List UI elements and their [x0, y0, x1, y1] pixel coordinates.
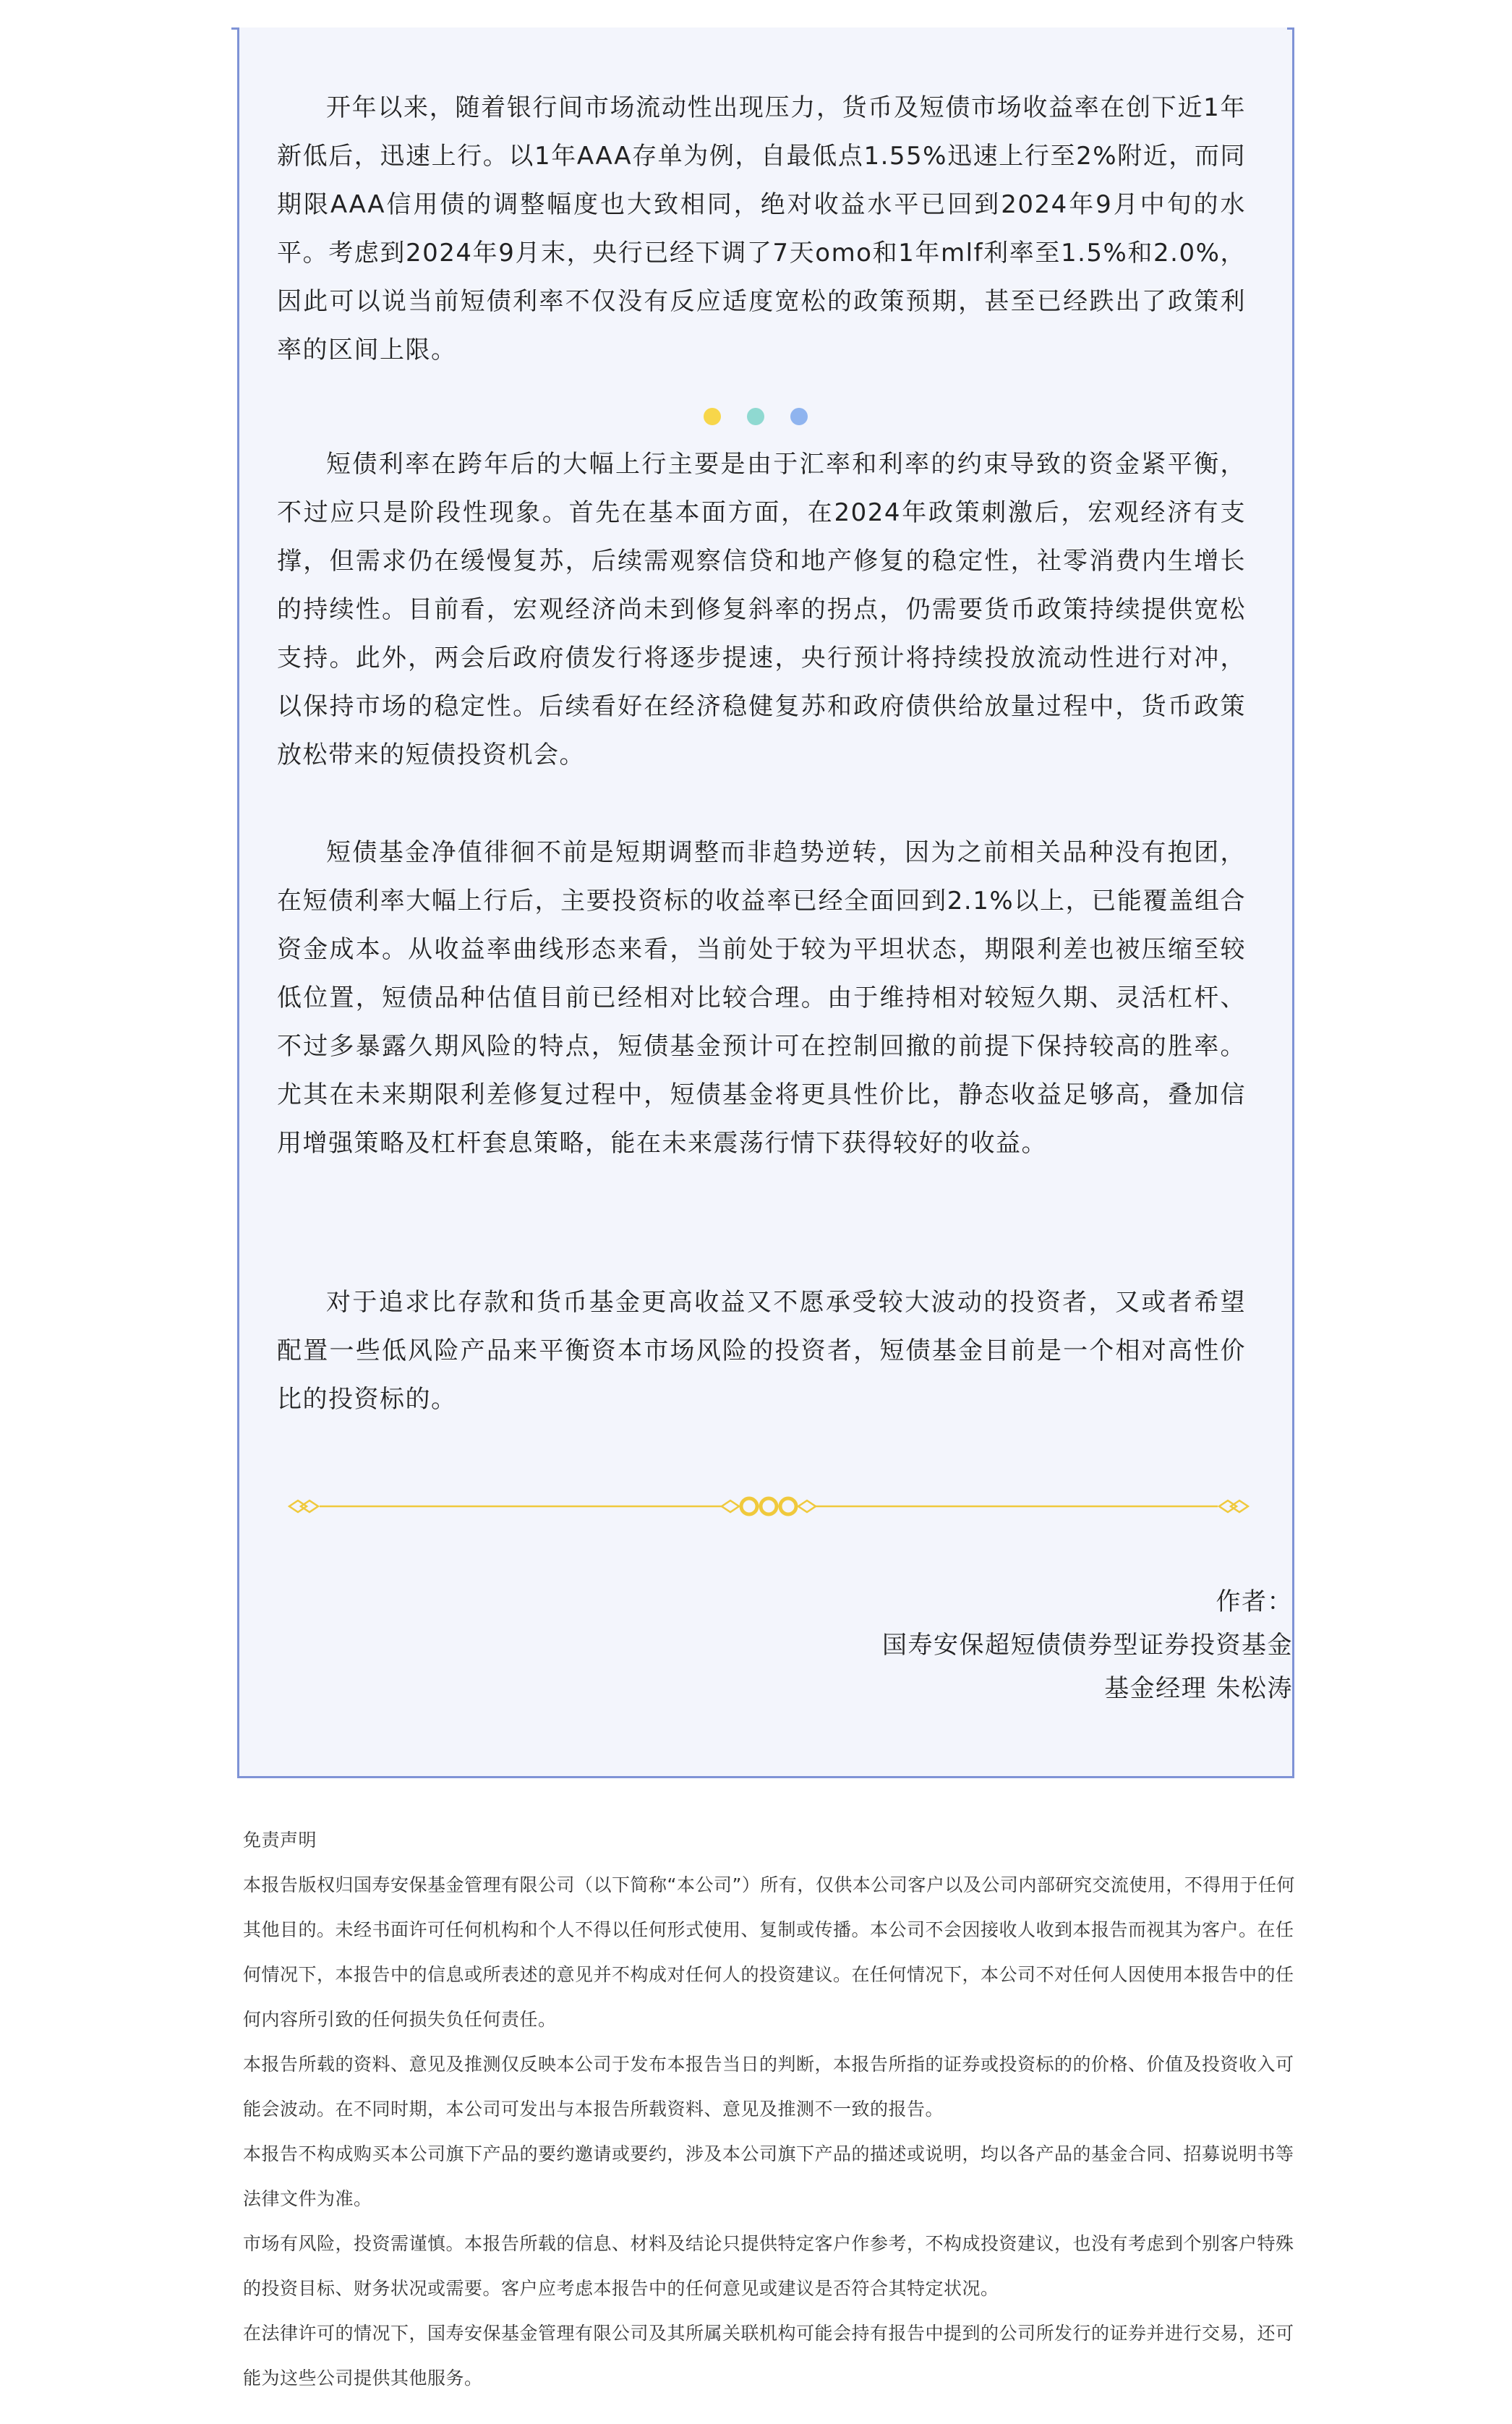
article-paragraph-2: 短债利率在跨年后的大幅上行主要是由于汇率和利率的约束导致的资金紧平衡，不过应只是阶段性现象。首先在基本面方面，在2024年政策刺激后，宏观经济有支撑，但需求仍在缓慢复苏，后续需观察信贷和地产修复的稳定性，社零消费内生增长的持续性。目前看，宏观经济尚未到修复斜率的拐点，仍需要货币政策持续提供宽松支持。此外，两会后政府债发行将逐步提速，央行预计将持续投放流动性进行对冲，以保持市场的稳定性。后续看好在经济稳健复苏和政府债供给放量过程中，货币政策放松带来的短债投资机会。 [277, 450, 1246, 769]
disclaimer-item: 市场有风险，投资需谨慎。本报告所载的信息、材料及结论只提供特定客户作参考，不构成投资建议，也没有考虑到个别客户特殊的投资目标、财务状况或需要。客户应考虑本报告中的任何意见或建议是否符合其特定状况。 [243, 2233, 1294, 2299]
disclaimer-item: 本报告不构成购买本公司旗下产品的要约邀请或要约，涉及本公司旗下产品的描述或说明，均以各产品的基金合同、招募说明书等法律文件为准。 [243, 2143, 1294, 2209]
teal-dot-icon [747, 408, 764, 425]
author-label: 作者： [1216, 1587, 1293, 1616]
fund-name: 国寿安保超短债债券型证券投资基金 [882, 1631, 1293, 1660]
gold-ornament-divider [288, 1492, 1250, 1521]
triple-ring-ornament-icon [741, 1498, 796, 1514]
card-corner-tick-right [1287, 27, 1294, 30]
card-border-bottom [237, 1776, 1294, 1778]
disclaimer-item: 本报告版权归国寿安保基金管理有限公司（以下简称“本公司”）所有，仅供本公司客户以及公司内部研究交流使用，不得用于任何其他目的。未经书面许可任何机构和个人不得以任何形式使用、复制或传播。本公司不会因接收人收到本报告而视其为客户。在任何情况下，本报告中的信息或所表述的意见并不构成对任何人的投资建议。在任何情况下，本公司不对任何人因使用本报告中的任何内容所引致的任何损失负任何责任。 [243, 1874, 1295, 2030]
card-border-left [237, 27, 239, 1778]
right-chevron-ornament-icon [1219, 1501, 1236, 1512]
disclaimer-item: 本报告所载的资料、意见及推测仅反映本公司于发布本报告当日的判断，本报告所指的证券或投资标的的价格、价值及投资收入可能会波动。在不同时期，本公司可发出与本报告所载资料、意见及推测不一致的报告。 [243, 2054, 1294, 2120]
article-paragraph-1: 开年以来，随着银行间市场流动性出现压力，货币及短债市场收益率在创下近1年新低后，迅速上行。以1年AAA存单为例，自最低点1.55%迅速上行至2%附近，而同期限AAA信用债的调整幅度也大致相同，绝对收益水平已回到2024年9月中旬的水平。考虑到2024年9月末，央行已经下调了7天omo和1年mlf利率至1.5%和2.0%，因此可以说当前短债利率不仅没有反应适度宽松的政策预期，甚至已经跌出了政策利率的区间上限。 [277, 93, 1246, 364]
blue-dot-icon [790, 408, 808, 425]
card-border-right [1292, 27, 1294, 1778]
article-paragraph-3: 短债基金净值徘徊不前是短期调整而非趋势逆转，因为之前相关品种没有抱团，在短债利率大幅上行后，主要投资标的收益率已经全面回到2.1%以上，已能覆盖组合资金成本。从收益率曲线形态来看，当前处于较为平坦状态，期限利差也被压缩至较低位置，短债品种估值目前已经相对比较合理。由于维持相对较短久期、灵活杠杆、不过多暴露久期风险的特点，短债基金预计可在控制回撤的前提下保持较高的胜率。尤其在未来期限利差修复过程中，短债基金将更具性价比，静态收益足够高，叠加信用增强策略及杠杆套息策略，能在未来震荡行情下获得较好的收益。 [277, 838, 1246, 1158]
fund-manager: 基金经理 朱松涛 [1104, 1674, 1293, 1703]
left-chevron-ornament-icon [289, 1501, 307, 1512]
yellow-dot-icon [704, 408, 721, 425]
three-dots-separator [704, 408, 819, 425]
author-signature [882, 1580, 1293, 1710]
card-corner-tick-left [231, 27, 239, 30]
disclaimer-section [243, 1818, 1306, 2401]
article-paragraph-4: 对于追求比存款和货币基金更高收益又不愿承受较大波动的投资者，又或者希望配置一些低风险产品来平衡资本市场风险的投资者，短债基金目前是一个相对高性价比的投资标的。 [277, 1288, 1246, 1414]
disclaimer-item: 在法律许可的情况下，国寿安保基金管理有限公司及其所属关联机构可能会持有报告中提到的公司所发行的证券并进行交易，还可能为这些公司提供其他服务。 [243, 2323, 1294, 2389]
disclaimer-title: 免责声明 [243, 1830, 317, 1851]
